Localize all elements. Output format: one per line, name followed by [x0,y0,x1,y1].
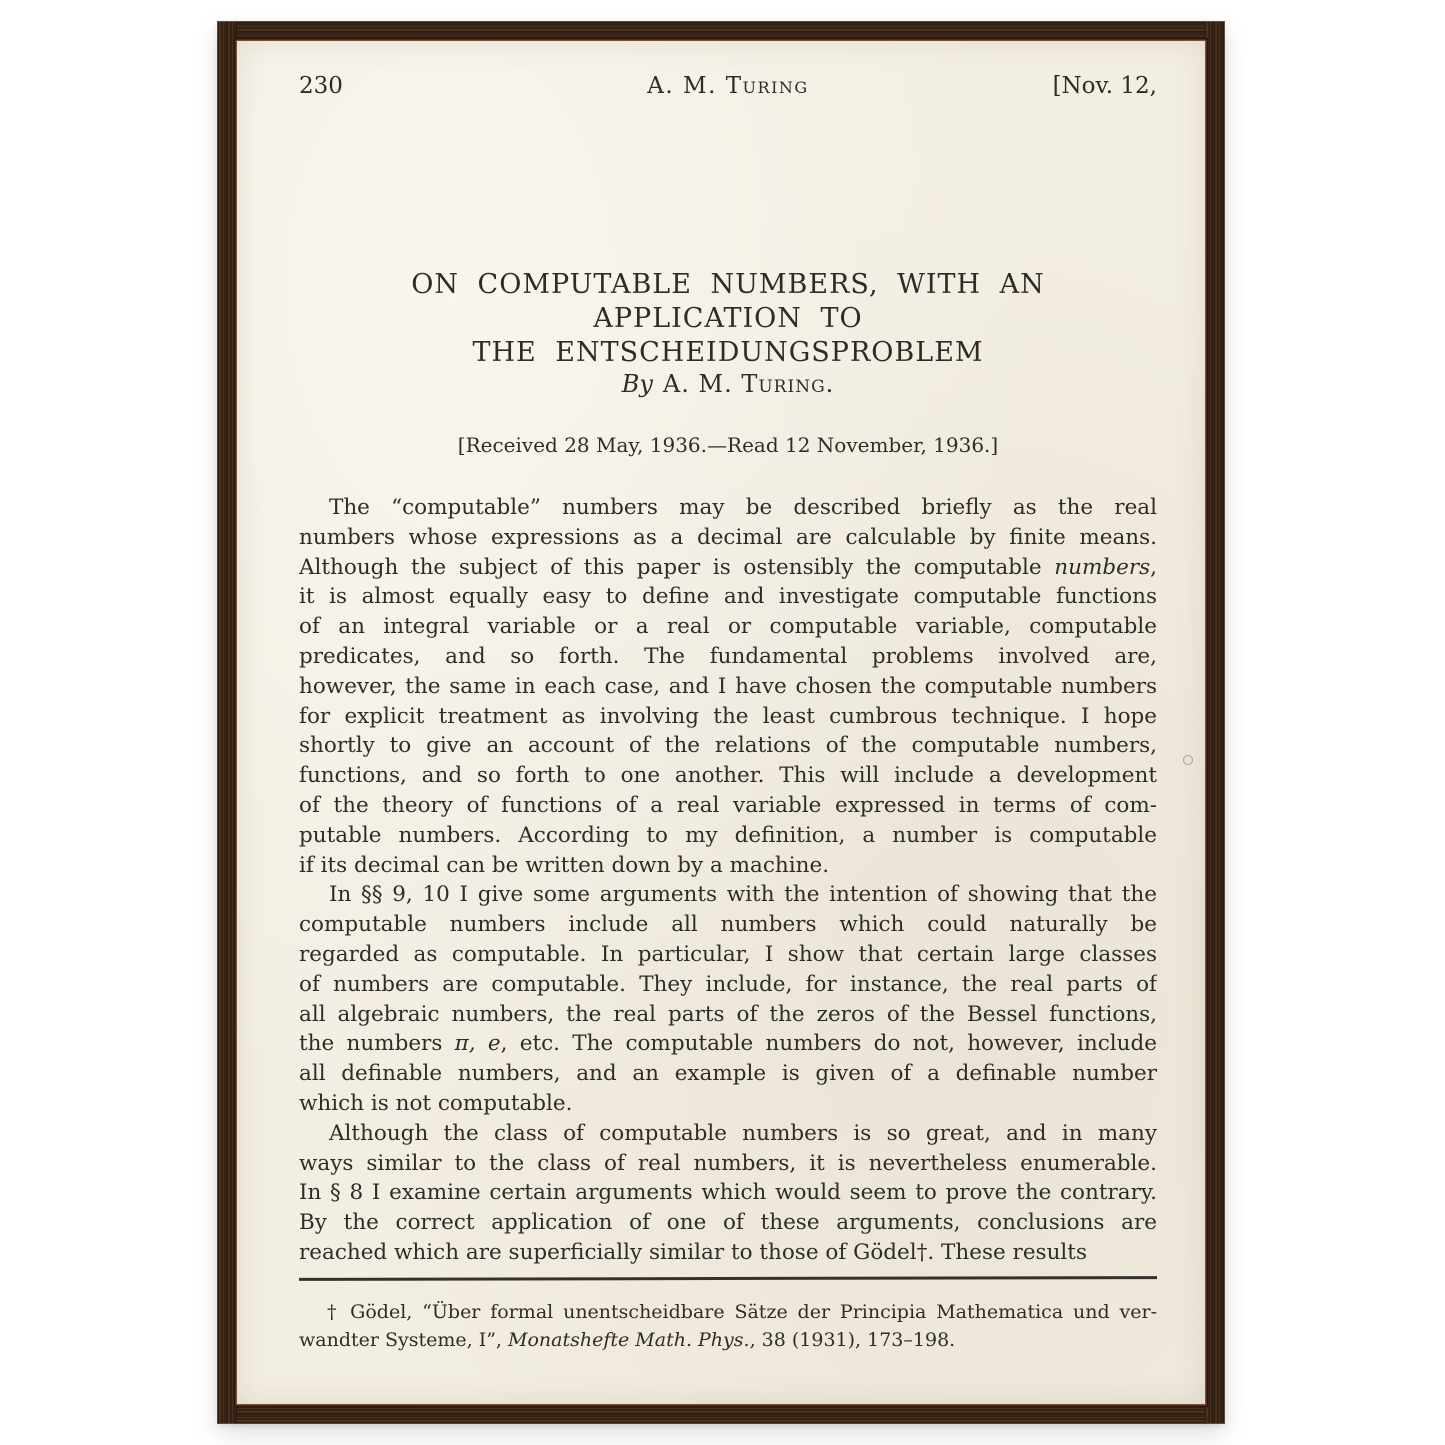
text-segment: , [1150,554,1157,580]
text-segment: the numbers [299,1031,455,1057]
italic-text: π, e [454,1031,501,1057]
footnote-rule [299,1276,1157,1281]
paper-title-line-2: THE ENTSCHEIDUNGSPROBLEM [472,337,984,368]
footnote-text [299,1299,1157,1354]
text-segment: putable numbers. According to my definition, a number is computable [299,822,1157,848]
text-line [299,761,1157,791]
framed-poster [218,22,1224,1423]
text-segment: however, the same in each case, and I have chosen the computable numbers [299,673,1157,699]
text-segment: By the correct application of one of these arguments, conclusions are [299,1210,1157,1236]
frame-edge-top [218,22,1224,41]
text-line [299,970,1157,1000]
text-line [299,731,1157,761]
text-segment: computable numbers include all numbers which could naturally be [299,912,1157,938]
text-segment: Although the class of computable numbers is so great, and in many [329,1120,1157,1146]
text-segment: In §§ 9, 10 I give some arguments with the intention of showing that the [329,882,1157,908]
paper-title [299,268,1157,370]
text-segment: all definable numbers, and an example is given of a definable number [299,1061,1157,1087]
text-line [299,791,1157,821]
text-line [299,493,1157,523]
text-line [299,821,1157,851]
text-line [299,1238,1157,1268]
paper-speck [1183,755,1193,765]
frame-edge-right [1205,22,1224,1423]
text-line [299,553,1157,583]
article-body [299,493,1157,1268]
text-segment: of numbers are computable. They include, for instance, the real parts of [299,971,1157,997]
byline-author: A. M. Turing. [662,370,835,398]
paragraph [299,1119,1157,1268]
text-line [299,1299,1157,1327]
paper-page [237,41,1205,1404]
text-segment: all algebraic numbers, the real parts of the zeros of the Bessel functions, [299,1001,1157,1027]
text-segment: shortly to give an account of the relations of the computable numbers, [299,733,1157,759]
text-line [299,880,1157,910]
text-segment: if its decimal can be written down by a machine. [299,852,830,878]
text-line [299,1000,1157,1030]
byline [299,370,1157,398]
paragraph [299,880,1157,1118]
italic-text: Monatshefte Math. Phys. [508,1328,750,1351]
text-line [299,1327,1157,1355]
text-line [299,612,1157,642]
text-segment: wandter Systeme, I”, [299,1328,509,1351]
text-segment: reached which are superficially similar to those of Gödel†. These results [299,1239,1087,1265]
text-line [299,702,1157,732]
frame-edge-left [218,22,237,1423]
page-header [299,73,1157,103]
text-line [299,523,1157,553]
text-line [299,940,1157,970]
text-line [299,672,1157,702]
text-segment: † Gödel, “Über formal unentscheidbare Sätze der Principia Mathematica und ver- [327,1301,1157,1323]
text-segment: The “computable” numbers may be described briefly as the real [329,495,1157,520]
text-segment: for explicit treatment as involving the least cumbrous technique. I hope [299,703,1157,729]
text-line [299,1029,1157,1059]
text-line [299,1178,1157,1208]
text-segment: it is almost equally easy to define and investigate computable functions [299,584,1157,610]
session-date: [Nov. 12, [1052,73,1157,99]
italic-text: numbers [1054,554,1151,580]
text-line [299,1089,1157,1119]
running-author: A. M. Turing [647,73,809,99]
received-note: [Received 28 May, 1936.—Read 12 November, 1936.] [457,433,999,457]
text-line [299,642,1157,672]
text-column [299,41,1157,1404]
text-segment: functions, and so forth to one another. This will include a development [299,763,1157,789]
text-line [299,910,1157,940]
text-segment: , etc. The computable numbers do not, however, include [500,1031,1157,1057]
text-segment: predicates, and so forth. The fundamental problems involved are, [299,643,1157,669]
text-segment: regarded as computable. In particular, I show that certain large classes [299,941,1157,967]
text-line [299,582,1157,612]
text-segment: numbers whose expressions as a decimal are calculable by finite means. [299,524,1157,550]
page-number: 230 [299,73,343,99]
text-segment: ways similar to the class of real numbers, it is nevertheless enumerable. [299,1150,1157,1176]
paragraph [299,1299,1157,1354]
text-segment: In § 8 I examine certain arguments which would seem to prove the contrary. [299,1180,1157,1206]
text-line [299,1149,1157,1179]
byline-by: By [621,370,653,398]
text-segment: which is not computable. [299,1090,573,1116]
text-line [299,1208,1157,1238]
text-segment: , 38 (1931), 173–198. [749,1328,956,1351]
text-segment: Although the subject of this paper is ostensibly the computable [299,554,1055,580]
text-segment: of the theory of functions of a real variable expressed in terms of com- [299,792,1157,818]
text-line [299,1119,1157,1149]
text-segment: of an integral variable or a real or computable variable, computable [299,614,1157,640]
text-line [299,851,1157,881]
paper-title-line-1: ON COMPUTABLE NUMBERS, WITH AN APPLICATION TO [411,269,1045,334]
frame-edge-bottom [218,1404,1224,1423]
paragraph [299,493,1157,880]
text-line [299,1059,1157,1089]
